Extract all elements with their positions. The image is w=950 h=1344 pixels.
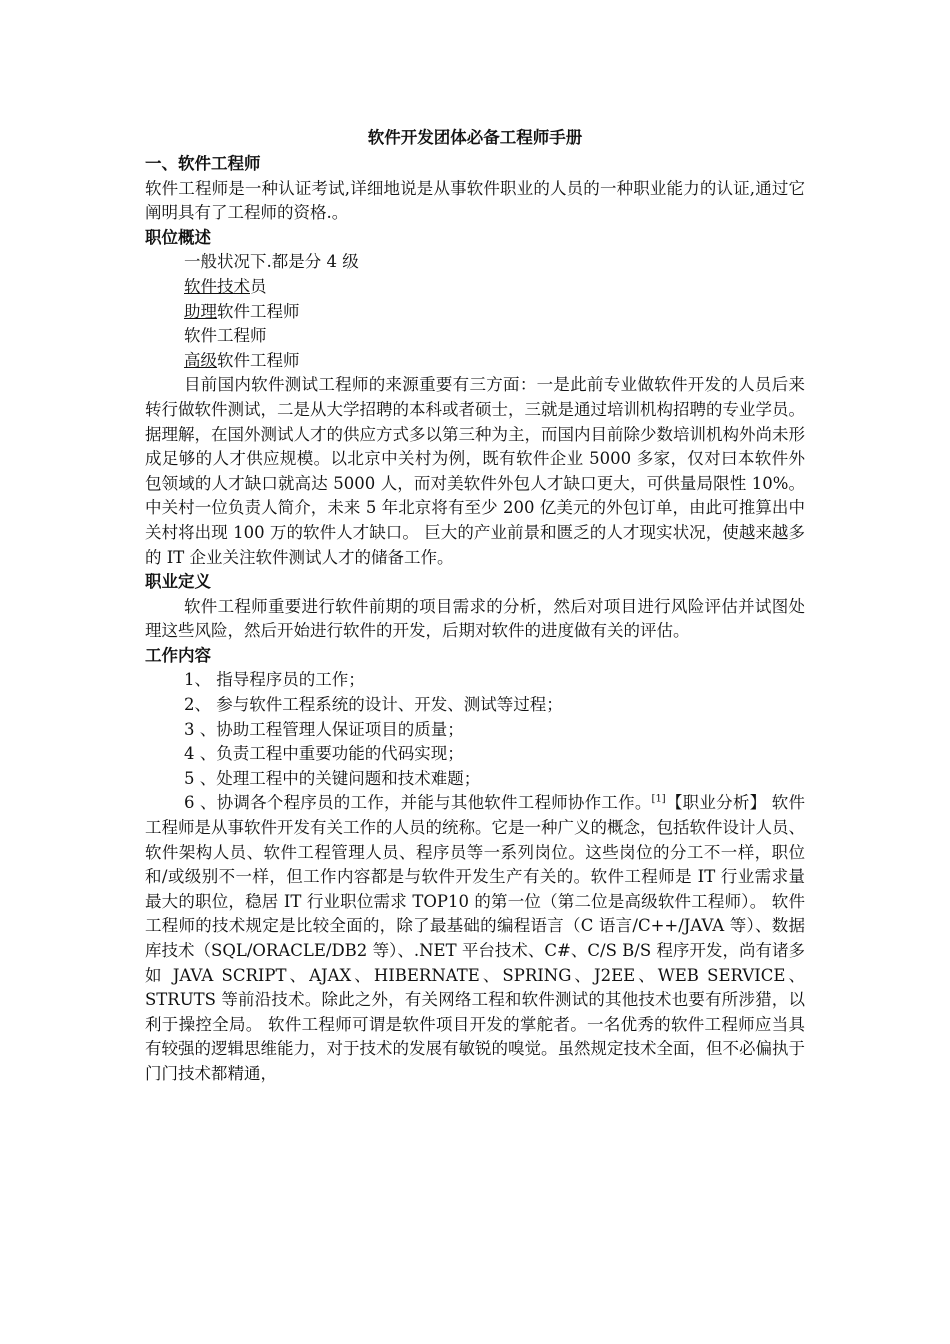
work-item: 4 、负责工程中重要功能的代码实现；: [184, 744, 464, 764]
work-item: 3 、协助工程管理人保证项目的质量；: [184, 719, 464, 739]
section-heading-software-engineer: 一、软件工程师: [145, 154, 261, 173]
level-item: [145, 275, 805, 300]
footnote-marker[interactable]: [1]: [651, 793, 666, 805]
level-text: 软件工程师: [217, 301, 300, 321]
document-body: [145, 126, 805, 1087]
level-text: 软件工程师: [217, 350, 300, 370]
heading-position-overview: 职位概述: [145, 227, 211, 247]
level-underlined-text: 软件技术: [184, 276, 250, 296]
level-underlined-text: 高级: [184, 350, 217, 370]
document-title: 软件开发团体必备工程师手册: [367, 128, 583, 147]
career-analysis-text: 【职业分析】 软件工程师是从事软件开发有关工作的人员的统称。它是一种广义的概念，包括软件设计人员、软件架构人员、软件工程管理人员、程序员等一系列岗位。这些岗位的分工不一样，职位和/或级别不一样，但工作内容都是与软件开发生产有关的。软件工程师是 IT 行业需求量最大的职位，稳居 IT 行业职位需求 TOP10 的第一位（第二位是高级软件工程师）。 软件工程师的技术规定是比较全面的，除了最基础的编程语言（C 语言/C++/JAVA 等）、数据库技术（SQL/ORACLE/DB2 等）、.NET 平台技术、C#、C/S B/S 程序开发，尚有诸多如 JAVA SCRIPT、AJAX、HIBERNATE、SPRING、J2EE、WEB SERVICE、STRUTS 等前沿技术。除此之外，有关网络工程和软件测试的其他技术也要有所涉猎，以利于操控全局。 软件工程师可谓是软件项目开发的掌舵者。一名优秀的软件工程师应当具有较强的逻辑思维能力，对于技术的发展有敏锐的嗅觉。虽然规定技术全面，但不必偏执于门门技术都精通，: [145, 793, 805, 1083]
heading-job-definition: 职业定义: [145, 572, 211, 592]
work-item: 5 、处理工程中的关键问题和技术难题；: [184, 768, 481, 788]
heading-work-content: 工作内容: [145, 645, 211, 665]
level-item: [145, 349, 805, 374]
level-underlined-text: 助理: [184, 301, 217, 321]
level-item: [145, 324, 805, 349]
work-item-6-paragraph: [145, 791, 805, 1086]
level-text: 员: [250, 276, 267, 296]
intro-paragraph: 软件工程师是一种认证考试,详细地说是从事软件职业的人员的一种职业能力的认证,通过它阐明具有了工程师的资格.。: [145, 178, 805, 223]
definition-paragraph: 软件工程师重要进行软件前期的项目需求的分析，然后对项目进行风险评估并试图处理这些风险，然后开始进行软件的开发，后期对软件的进度做有关的评估。: [145, 596, 805, 641]
overview-paragraph: 目前国内软件测试工程师的来源重要有三方面：一是此前专业做软件开发的人员后来转行做软件测试，二是从大学招聘的本科或者硕士，三就是通过培训机构招聘的专业学员。据理解，在国外测试人才的供应方式多以第三种为主，而国内目前除少数培训机构外尚未形成足够的人才供应规模。以北京中关村为例，既有软件企业 5000 多家，仅对曰本软件外包领域的人才缺口就高达 5000 人，而对美软件外包人才缺口更大，可供量局限性 10%。中关村一位负责人简介，未来 5 年北京将有至少 200 亿美元的外包订单，由此可推算出中关村将出现 100 万的软件人才缺口。 巨大的产业前景和匮乏的人才现实状况，使越来越多的 IT 企业关注软件测试人才的储备工作。: [145, 375, 805, 567]
level-item: [145, 300, 805, 325]
work-item: 1、 指导程序员的工作；: [184, 670, 365, 690]
work-item: 2、 参与软件工程系统的设计、开发、测试等过程；: [184, 695, 563, 715]
level-text: 软件工程师: [184, 326, 267, 346]
overview-lead: 一般状况下.都是分 4 级: [184, 252, 359, 272]
work-item-6-text: 6 、协调各个程序员的工作，并能与其他软件工程师协作工作。: [184, 793, 652, 813]
